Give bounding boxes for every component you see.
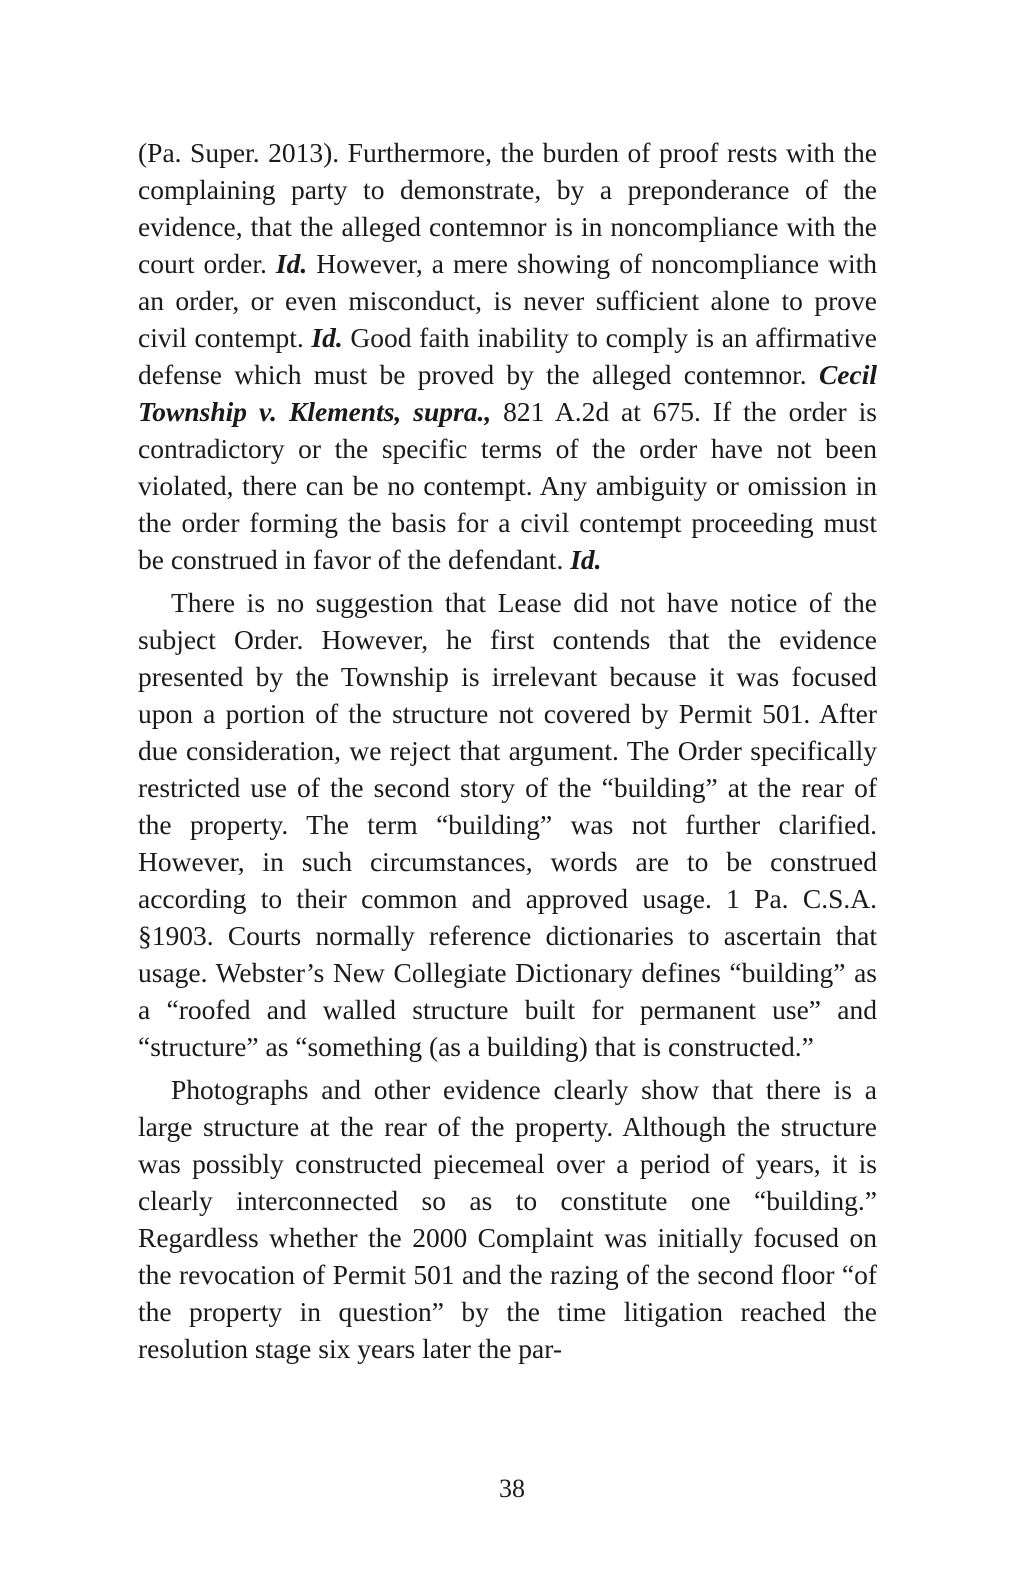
text-run: (Pa. Super. 2013). Furthermore, the burden of proof rests with the complaining party to demonstrate, by a preponderance of the evidence, that the alleged contemnor is in noncompliance with the court order. xyxy=(138,137,877,279)
page-number: 38 xyxy=(499,1474,525,1503)
text-run: Good faith inability to comply is an affirmative defense which must be proved by the alleged contemnor. xyxy=(138,322,877,390)
paragraph-3 xyxy=(138,1071,877,1367)
page-body xyxy=(138,134,877,1367)
citation-case-name: Cecil Township v. Klements, supra., xyxy=(138,359,877,427)
text-run: However, a mere showing of noncompliance with an order, or even misconduct, is never sufficient alone to prove civil contempt. xyxy=(138,248,877,353)
text-run: Photographs and other evidence clearly show that there is a large structure at the rear of the property. Although the structure was possibly constructed piecemeal over a period of years, it is clearly interconnected so as to constitute one “building.” Regardless whether the 2000 Complaint was initially focused on the revocation of Permit 501 and the razing of the second floor “of the property in question” by the time litigation reached the resolution stage six years later the par- xyxy=(138,1074,877,1364)
citation-id: Id. xyxy=(275,248,308,279)
paragraph-1 xyxy=(138,134,877,578)
citation-id: Id. xyxy=(311,322,343,353)
text-run: 821 A.2d at 675. If the order is contradictory or the specific terms of the order have not been violated, there can be no contempt. Any ambiguity or omission in the order forming the basis for a civil contempt proceeding must be construed in favor of the defendant. xyxy=(138,396,877,575)
text-run: There is no suggestion that Lease did not have notice of the subject Order. However, he first contends that the evidence presented by the Township is irrelevant because it was focused upon a portion of the structure not covered by Permit 501. After due consideration, we reject that argument. The Order specifically restricted use of the second story of the “building” at the rear of the property. The term “building” was not further clarified. However, in such circumstances, words are to be construed according to their common and approved usage. 1 Pa. C.S.A. §1903. Courts normally reference dictionaries to ascertain that usage. Webster’s New Collegiate Dictionary defines “building” as a “roofed and walled structure built for permanent use” and “structure” as “something (as a building) that is constructed.” xyxy=(138,587,877,1062)
citation-id: Id. xyxy=(570,544,602,575)
paragraph-2 xyxy=(138,584,877,1065)
